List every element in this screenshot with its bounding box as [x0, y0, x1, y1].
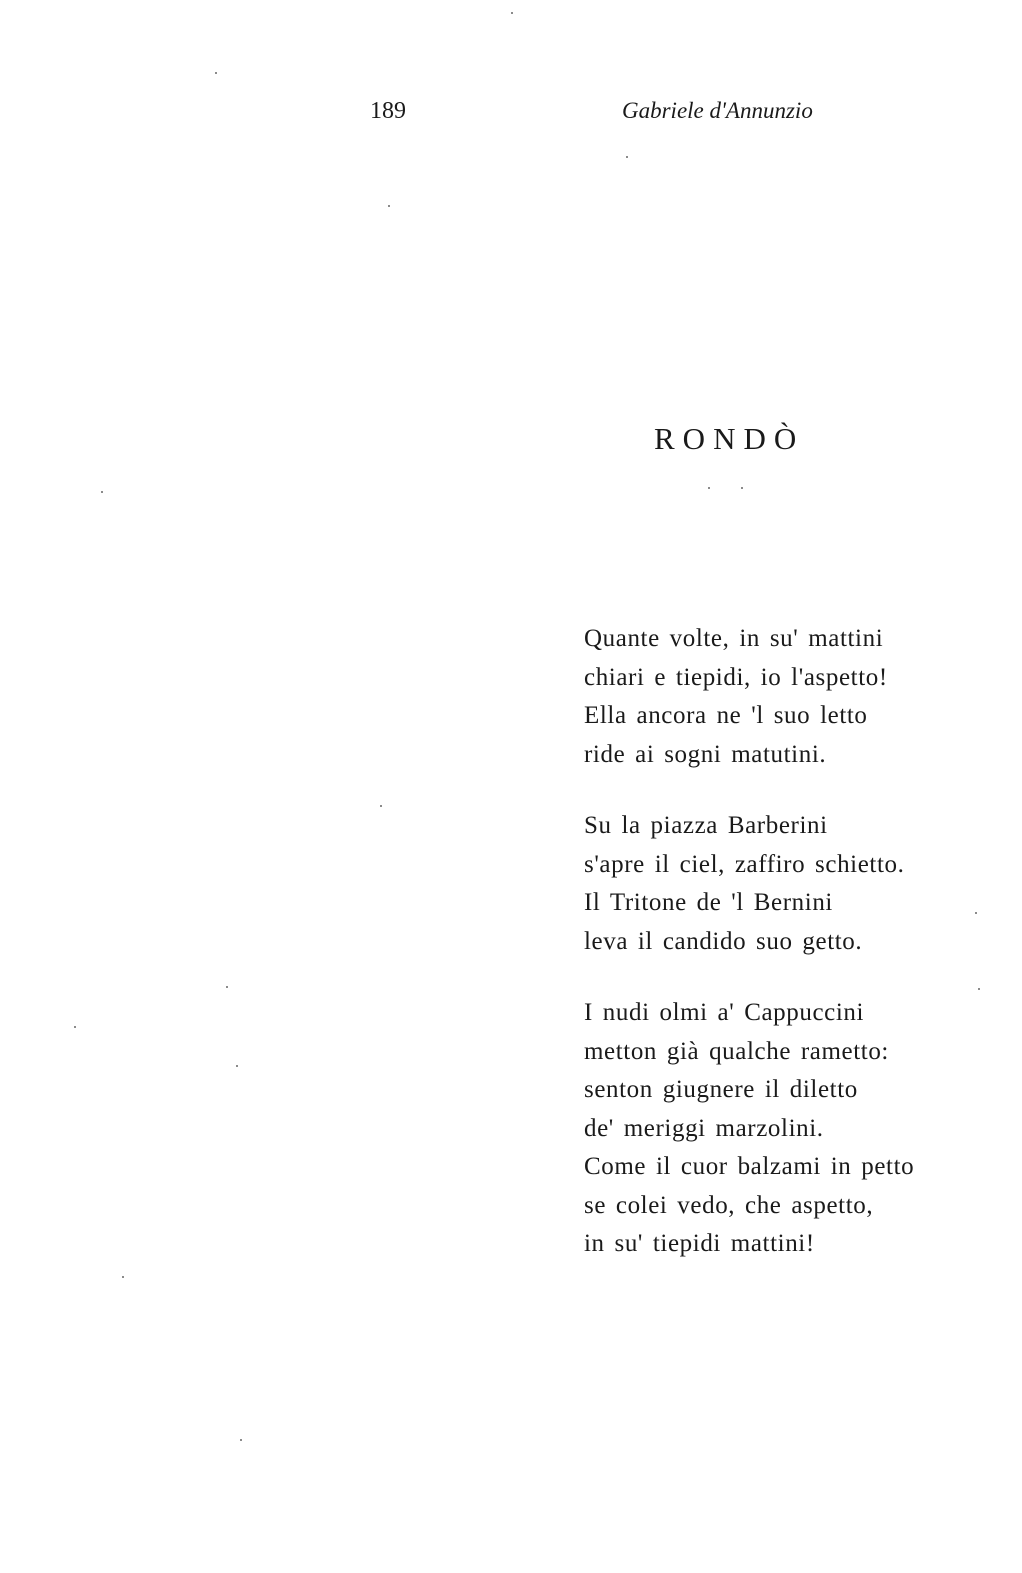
verse-line: Ella ancora ne 'l suo letto: [584, 702, 868, 729]
verse-line: Quante volte, in su' mattini: [584, 625, 884, 652]
verse-line: Il Tritone de 'l Bernini: [584, 889, 833, 916]
scan-speck: [236, 1065, 238, 1067]
scan-speck: [978, 988, 980, 990]
verse-line: in su' tiepidi mattini!: [584, 1230, 815, 1257]
poem-body: [584, 620, 1014, 1297]
stanza-3: [584, 994, 1014, 1264]
verse-line: Su la piazza Barberini: [584, 812, 828, 839]
verse-line: leva il candido suo getto.: [584, 927, 863, 955]
running-head: Gabriele d'Annunzio: [622, 98, 813, 123]
verse-line: senton giugnere il diletto: [584, 1076, 858, 1103]
verse-line: Come il cuor balzami in petto: [584, 1153, 915, 1180]
scan-speck: [380, 805, 382, 807]
verse-line: de' meriggi marzolini.: [584, 1114, 824, 1142]
scan-speck: [74, 1026, 76, 1028]
scan-speck: [240, 1439, 242, 1441]
stanza-2: [584, 807, 1014, 961]
verse-line: chiari e tiepidi, io l'aspetto!: [584, 663, 888, 691]
stanza-1: [584, 620, 1014, 774]
scan-speck: [101, 491, 103, 493]
scan-speck: [708, 487, 710, 489]
scan-speck: [741, 487, 743, 489]
poem-title: RONDÒ: [654, 421, 805, 456]
verse-line: metton già qualche rametto:: [584, 1037, 889, 1065]
scan-speck: [226, 986, 228, 988]
scan-speck: [215, 72, 217, 74]
scan-speck: [626, 156, 628, 158]
verse-line: ride ai sogni matutini.: [584, 740, 827, 768]
scan-speck: [388, 205, 390, 207]
scan-speck: [975, 912, 977, 914]
verse-line: se colei vedo, che aspetto,: [584, 1191, 874, 1219]
scan-speck: [511, 12, 513, 14]
scan-speck: [122, 1276, 124, 1278]
page-number: 189: [370, 98, 406, 124]
verse-line: s'apre il ciel, zaffiro schietto.: [584, 850, 905, 878]
verse-line: I nudi olmi a' Cappuccini: [584, 999, 865, 1026]
